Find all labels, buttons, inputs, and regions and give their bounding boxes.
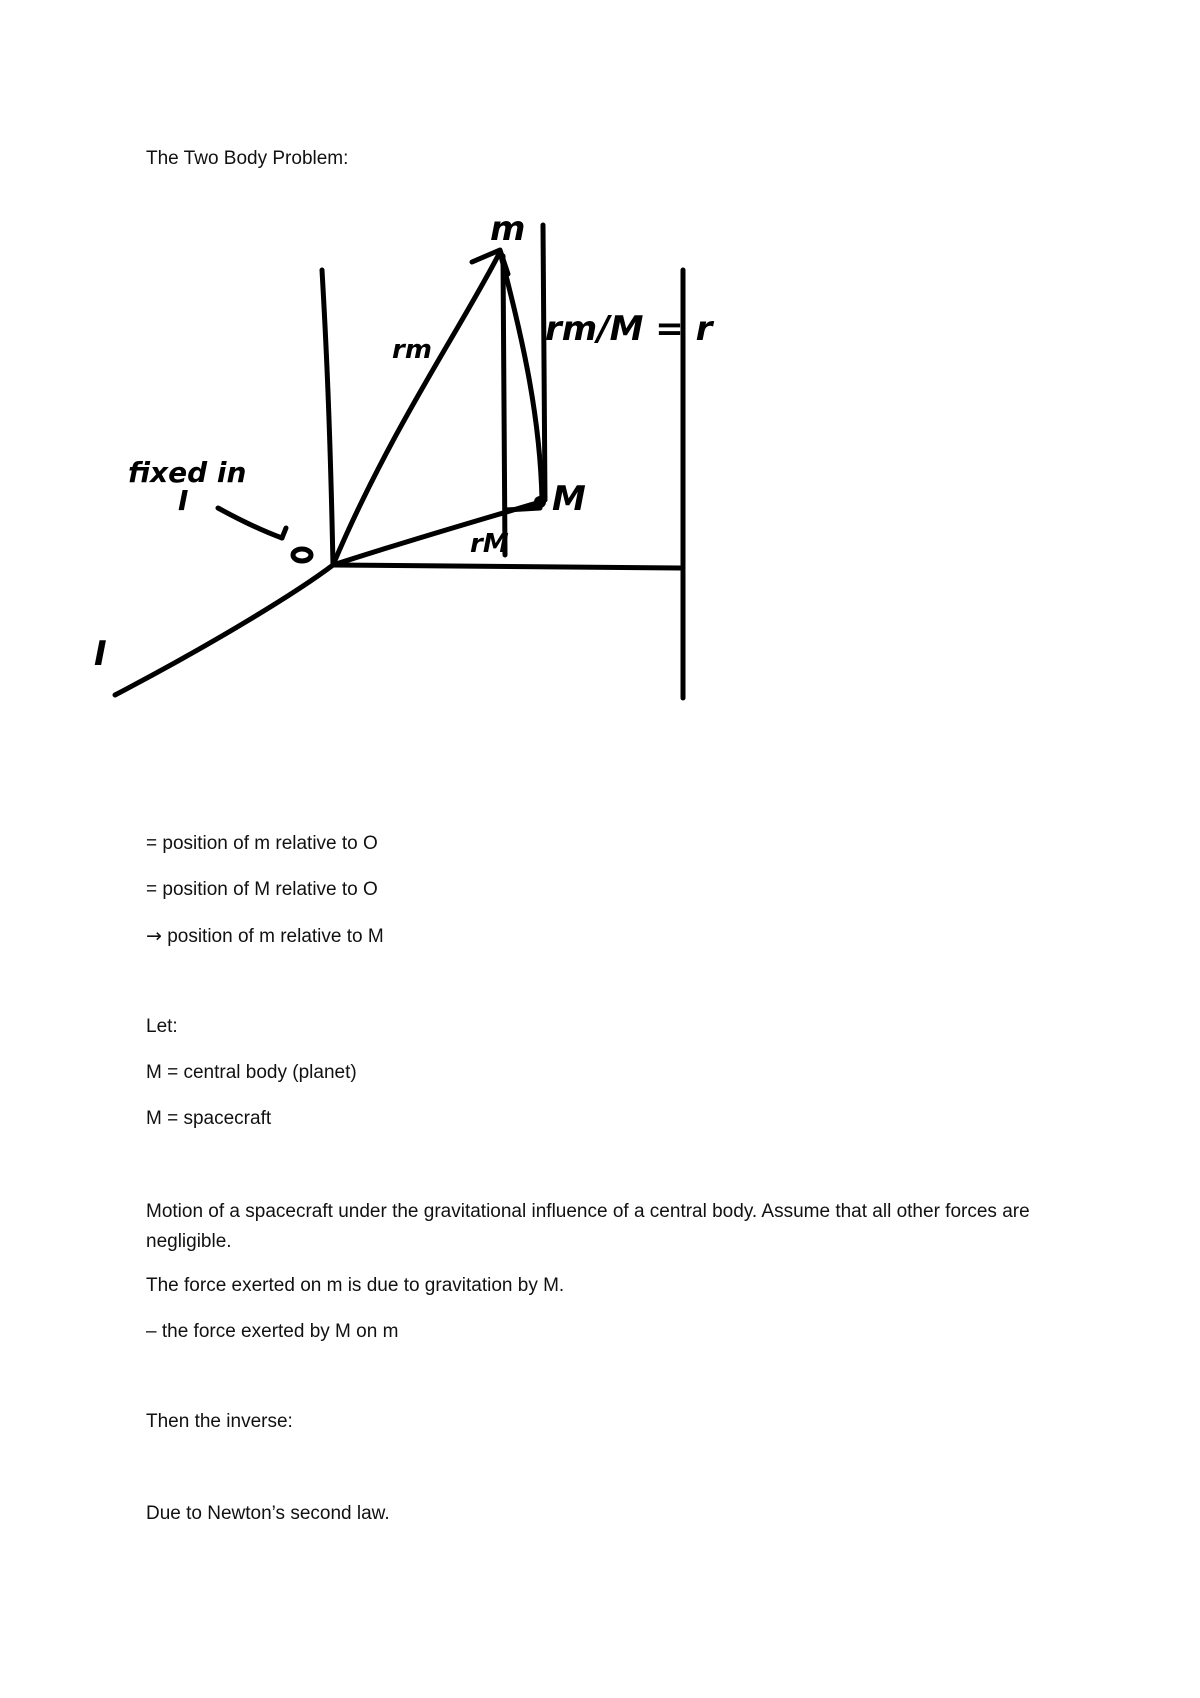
fixed-pointer-arrow bbox=[218, 508, 282, 538]
fixed-pointer-hook bbox=[282, 528, 286, 538]
label-m: m bbox=[490, 209, 526, 249]
definition-r-text: position of m relative to M bbox=[167, 926, 384, 947]
construction-tick bbox=[505, 508, 540, 510]
definition-rm: = position of m relative to O bbox=[146, 833, 378, 854]
definition-rM: = position of M relative to O bbox=[146, 879, 378, 900]
label-r-M: rM bbox=[470, 529, 509, 559]
label-M: M bbox=[552, 479, 586, 519]
label-r-m: rm bbox=[392, 335, 432, 365]
axis-horizontal bbox=[333, 565, 680, 568]
axis-diagonal bbox=[115, 565, 333, 695]
newton-line: Due to Newton’s second law. bbox=[146, 1503, 390, 1524]
motion-paragraph: Motion of a spacecraft under the gravitational influence of a central body. Assume that all other forces are negligible. bbox=[146, 1201, 1030, 1252]
let-heading: Let: bbox=[146, 1016, 178, 1037]
definition-r bbox=[146, 925, 384, 948]
construction-line-M bbox=[543, 225, 545, 500]
body-M-dot bbox=[534, 496, 546, 508]
label-origin: o bbox=[286, 550, 287, 551]
inverse-line: Then the inverse: bbox=[146, 1411, 293, 1432]
vector-rm bbox=[333, 252, 500, 565]
let-item-central-body: M = central body (planet) bbox=[146, 1062, 357, 1083]
label-fixed-in: fixed in bbox=[128, 456, 247, 489]
axis-vertical bbox=[322, 270, 333, 565]
label-r-relative: rm/M = r bbox=[545, 309, 713, 349]
two-body-diagram bbox=[0, 0, 1200, 760]
page-title: The Two Body Problem: bbox=[146, 148, 349, 169]
origin-marker bbox=[293, 549, 311, 561]
arrow-right-icon: → bbox=[146, 925, 162, 947]
force-line: The force exerted on m is due to gravitation by M. bbox=[146, 1275, 565, 1296]
force-by-line: – the force exerted by M on m bbox=[146, 1321, 399, 1342]
label-frame: I bbox=[94, 634, 107, 674]
let-item-spacecraft: M = spacecraft bbox=[146, 1108, 272, 1129]
label-fixed-frame: I bbox=[178, 484, 189, 517]
